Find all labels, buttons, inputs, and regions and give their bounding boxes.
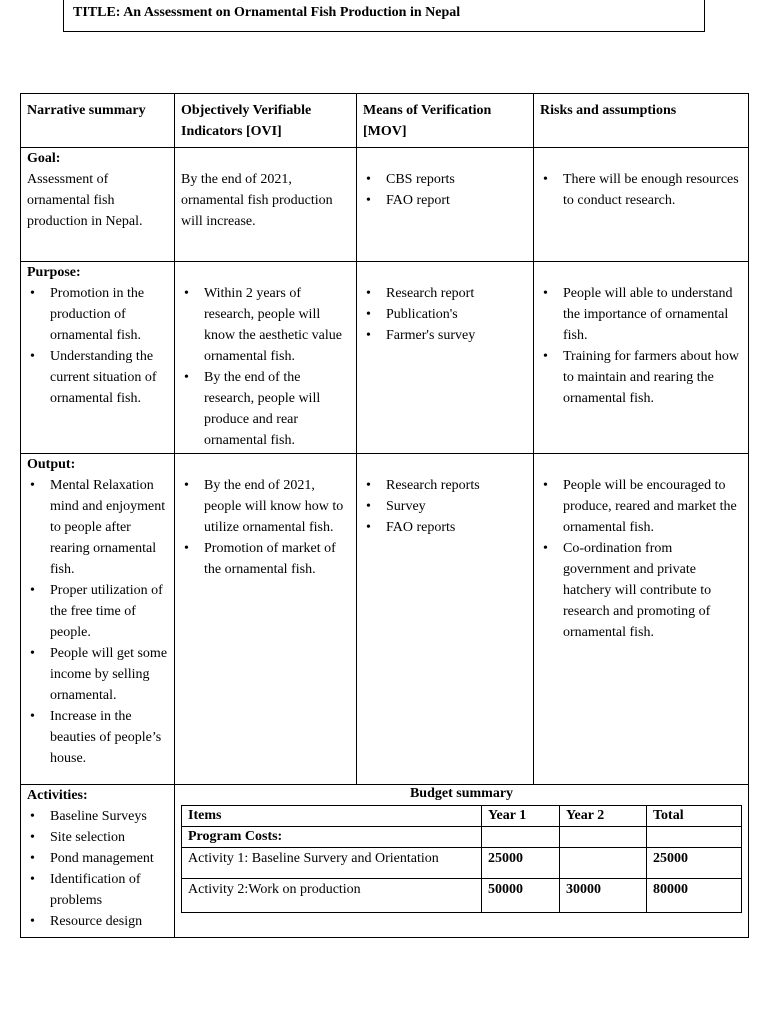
list-item: • CBS reports [363,169,527,190]
list-item: • Proper utilization of the free time of people. [27,580,168,643]
activities-label: Activities: [27,788,88,803]
program-costs-label: Program Costs: [182,827,482,848]
goal-narrative-cell [21,148,175,262]
purpose-ovi-cell [175,262,357,454]
list-item: • By the end of 2021, people will know how to utilize ornamental fish. [181,475,350,538]
purpose-risks-cell [534,262,749,454]
list-item: • Baseline Surveys [27,806,168,827]
goal-ovi-cell [175,148,357,262]
list-item: • Research reports [363,475,527,496]
list-item: • People will get some income by selling ornamental. [27,643,168,706]
list-item: • Site selection [27,827,168,848]
output-label: Output: [27,457,76,472]
budget-item: Activity 2:Work on production [182,879,482,913]
output-mov-list [363,475,527,538]
output-mov-cell [357,454,534,785]
list-item: • Research report [363,283,527,304]
table-row [182,848,742,879]
budget-year2: 30000 [560,879,647,913]
list-item: • By the end of the research, people will produce and rear ornamental fish. [181,367,350,451]
output-row [21,454,749,785]
header-row [21,94,749,148]
document-title: TITLE: An Assessment on Ornamental Fish Production in Nepal [73,5,461,20]
table-row [182,879,742,913]
budget-header-total: Total [647,806,742,827]
list-item: • Within 2 years of research, people will know the aesthetic value ornamental fish. [181,283,350,367]
list-item: • Understanding the current situation of ornamental fish. [27,346,168,409]
purpose-risks-list [540,283,742,409]
list-item: • Pond management [27,848,168,869]
header-ovi: Objectively Verifiable Indicators [OVI] [175,94,357,148]
list-item: • People will be encouraged to produce, reared and market the ornamental fish. [540,475,742,538]
header-mov: Means of Verification [MOV] [357,94,534,148]
list-item: • Resource design [27,911,168,932]
budget-cell [175,785,749,938]
output-ovi-list [181,475,350,580]
list-item: • Promotion in the production of ornamental fish. [27,283,168,346]
output-ovi-cell [175,454,357,785]
goal-risks-cell [534,148,749,262]
logframe-table [20,93,749,938]
list-item: • Mental Relaxation mind and enjoyment to people after rearing ornamental fish. [27,475,168,580]
goal-narrative: Assessment of ornamental fish production in Nepal. [27,172,143,229]
list-item: • Survey [363,496,527,517]
table-cell [560,827,647,848]
budget-program-row [182,827,742,848]
header-narrative: Narrative summary [21,94,175,148]
list-item: • Farmer's survey [363,325,527,346]
budget-year1: 50000 [482,879,560,913]
goal-risks-list [540,169,742,211]
purpose-ovi-list [181,283,350,451]
list-item: • Co-ordination from government and private hatchery will contribute to research and promoting of ornamental fish. [540,538,742,643]
budget-year1: 25000 [482,848,560,879]
table-cell [647,827,742,848]
list-item: • Training for farmers about how to maintain and rearing the ornamental fish. [540,346,742,409]
goal-label: Goal: [27,151,61,166]
table-cell [482,827,560,848]
purpose-narrative-cell [21,262,175,454]
output-narrative-cell [21,454,175,785]
goal-row [21,148,749,262]
budget-total: 80000 [647,879,742,913]
title-box [63,0,705,32]
list-item: • FAO reports [363,517,527,538]
activities-list [27,806,168,932]
budget-year2 [560,848,647,879]
list-item: • FAO report [363,190,527,211]
list-item: • Promotion of market of the ornamental fish. [181,538,350,580]
budget-header-items: Items [182,806,482,827]
purpose-mov-cell [357,262,534,454]
activities-cell [21,785,175,938]
list-item: • Identification of problems [27,869,168,911]
budget-total: 25000 [647,848,742,879]
list-item: • Publication's [363,304,527,325]
purpose-narrative-list [27,283,168,409]
list-item: • There will be enough resources to conduct research. [540,169,742,211]
purpose-mov-list [363,283,527,346]
purpose-row [21,262,749,454]
budget-header-year2: Year 2 [560,806,647,827]
list-item: • People will able to understand the importance of ornamental fish. [540,283,742,346]
budget-header-year1: Year 1 [482,806,560,827]
budget-title: Budget summary [409,786,514,801]
goal-ovi: By the end of 2021, ornamental fish production will increase. [181,172,333,229]
output-narrative-list [27,475,168,769]
list-item: • Increase in the beauties of people’s house. [27,706,168,769]
budget-table [181,805,742,913]
header-risks: Risks and assumptions [534,94,749,148]
output-risks-cell [534,454,749,785]
activities-row [21,785,749,938]
goal-mov-cell [357,148,534,262]
budget-header-row [182,806,742,827]
purpose-label: Purpose: [27,265,81,280]
goal-mov-list [363,169,527,211]
output-risks-list [540,475,742,643]
budget-item: Activity 1: Baseline Survery and Orientation [182,848,482,879]
